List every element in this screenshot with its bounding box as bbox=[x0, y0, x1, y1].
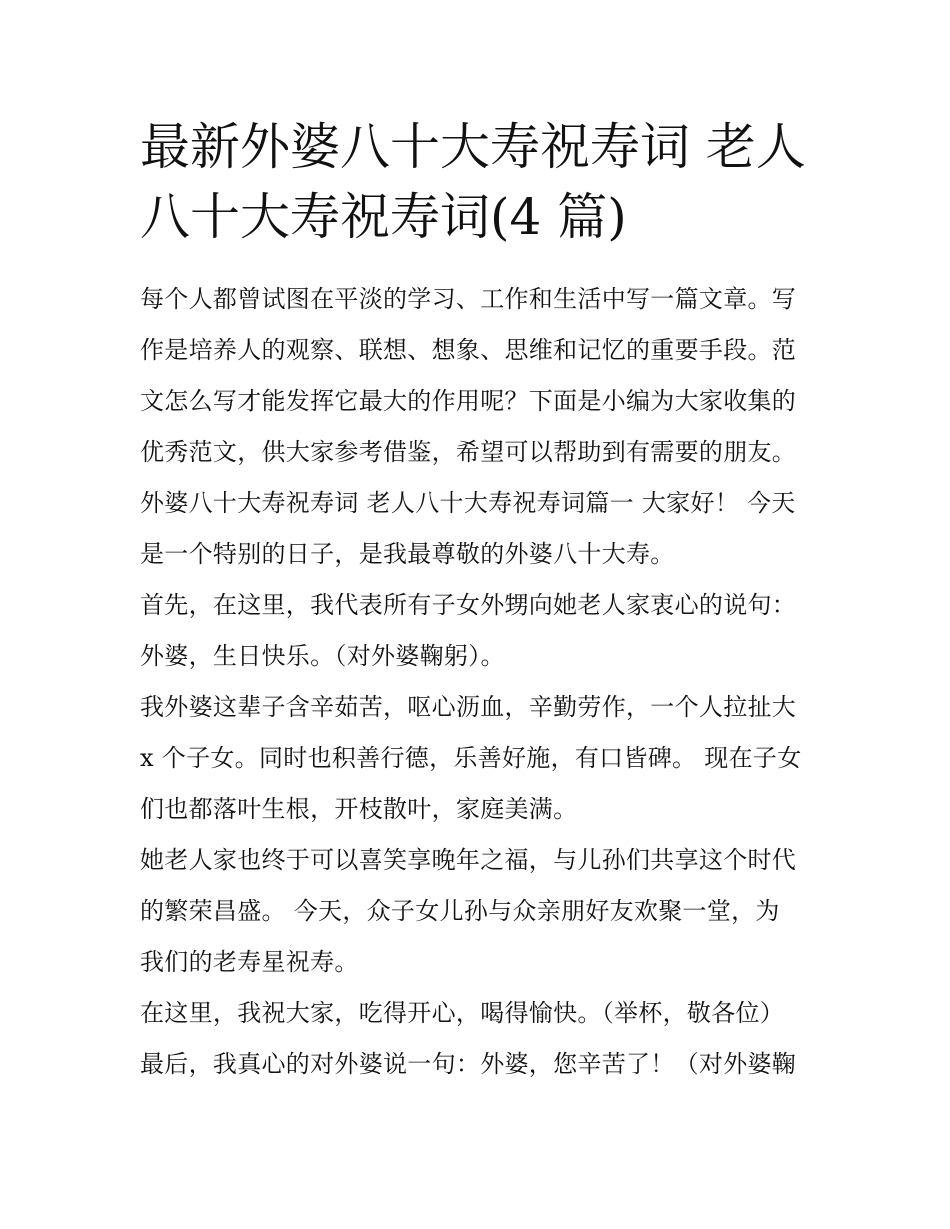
body-line: 每个人都曾试图在平淡的学习、工作和生活中写一篇文章。写 bbox=[140, 285, 797, 313]
body-line: 文怎么写才能发挥它最大的作用呢？下面是小编为大家收集的 bbox=[140, 387, 797, 415]
body-line: 优秀范文，供大家参考借鉴，希望可以帮助到有需要的朋友。 bbox=[140, 438, 797, 466]
body-line: 我外婆这辈子含辛茹苦，呕心沥血，辛勤劳作，一个人拉扯大 bbox=[140, 693, 797, 721]
body-line: 是一个特别的日子，是我最尊敬的外婆八十大寿。 bbox=[140, 540, 675, 568]
body-line: 外婆，生日快乐。（对外婆鞠躬）。 bbox=[140, 642, 505, 670]
body-line: 作是培养人的观察、联想、想象、思维和记忆的重要手段。范 bbox=[140, 336, 797, 364]
body-line: 的繁荣昌盛。 今天，众子女儿孙与众亲朋好友欢聚一堂，为 bbox=[140, 897, 780, 925]
title-line-2: 八十大寿祝寿词(4 篇) bbox=[140, 188, 627, 246]
body-line: 首先，在这里，我代表所有子女外甥向她老人家衷心的说句： bbox=[140, 591, 797, 619]
body-line: 外婆八十大寿祝寿词 老人八十大寿祝寿词篇一 大家好！ 今天 bbox=[140, 489, 796, 517]
body-line: x 个子女。同时也积善行德，乐善好施，有口皆碑。 现在子女 bbox=[140, 744, 802, 772]
body-line: 最后，我真心的对外婆说一句：外婆，您辛苦了！（对外婆鞠 bbox=[140, 1050, 797, 1078]
document-title bbox=[140, 112, 820, 252]
body-line: 她老人家也终于可以喜笑享晚年之福，与儿孙们共享这个时代 bbox=[140, 846, 797, 874]
document-body bbox=[140, 282, 820, 1098]
body-line: 在这里，我祝大家，吃得开心，喝得愉快。（举杯，敬各位） bbox=[140, 999, 785, 1027]
body-line: 我们的老寿星祝寿。 bbox=[140, 948, 359, 976]
title-line-1: 最新外婆八十大寿祝寿词 老人 bbox=[140, 118, 806, 176]
body-line: 们也都落叶生根，开枝散叶，家庭美满。 bbox=[140, 795, 578, 823]
